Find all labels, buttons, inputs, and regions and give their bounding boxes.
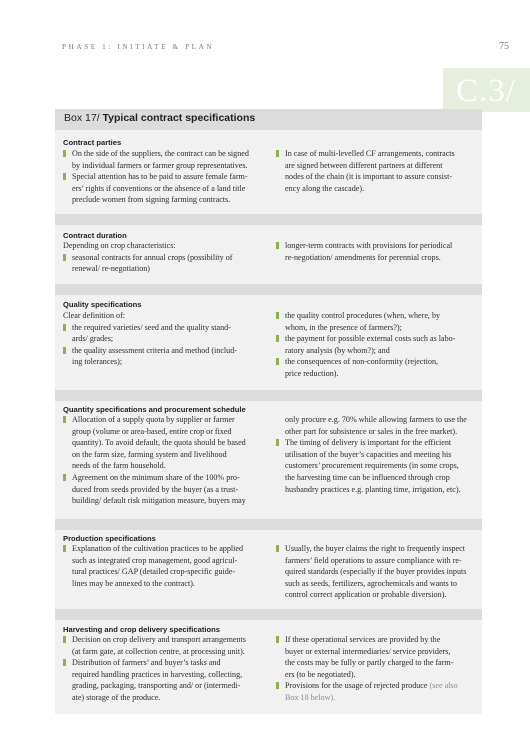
list-item: Allocation of a supply quota by supplier or farmer group (volume or area-based, entire crop or fixed quantity). To avoid default, the quota should be based on the farm size, farming system and livelihood needs of the farm household. <box>63 414 259 472</box>
list-item: the payment for possible external costs such as labo- ratory analysis (by whom?); and <box>276 333 474 356</box>
section-separator <box>55 519 482 530</box>
list-item: Distribution of farmers’ and buyer’s tasks and required handling practices in harvesting, collecting, grading, packaging, transporting and/ or (intermedi- ate) storage of the produce. <box>63 657 259 703</box>
list-item: the consequences of non-conformity (rejection, price reduction). <box>276 356 474 379</box>
harvesting-right <box>276 634 474 704</box>
section-title-production-specifications: Production specifications <box>63 534 156 543</box>
quality-left <box>63 310 259 368</box>
list-item: In case of multi-levelled CF arrangements, contracts are signed between different partners at different nodes of the chain (it is important to assure consist- ency along the cascade). <box>276 148 474 194</box>
list-item: seasonal contracts for annual crops (possibility of renewal/ re-negotiation) <box>63 252 259 275</box>
quantity-left <box>63 414 259 507</box>
production-right <box>276 543 474 601</box>
section-title-contract-duration: Contract duration <box>63 231 127 240</box>
list-item: the quality control procedures (when, where, by whom, in the presence of farmers?); <box>276 310 474 333</box>
list-item: If these operational services are provided by the buyer or external intermediaries/ service providers, the costs may be fully or partly charged to the farm- ers (to be negotiated). <box>276 634 474 680</box>
chapter-tab-label: C.3/ <box>456 73 516 109</box>
box-number: Box 17/ <box>64 112 100 124</box>
quality-intro: Clear definition of: <box>63 311 126 320</box>
running-head: PHASE 1: INITIATE & PLAN <box>62 43 215 51</box>
quality-right <box>276 310 474 380</box>
duration-intro: Depending on crop characteristics: <box>63 241 176 250</box>
contract-duration-right <box>276 240 474 263</box>
rejected-produce-text: Provisions for the usage of rejected produce <box>285 681 428 691</box>
section-separator <box>55 609 482 620</box>
section-separator <box>55 214 482 225</box>
quantity-right <box>276 414 474 495</box>
list-item: Agreement on the minimum share of the 100% pro- duced from seeds provided by the buyer (as a trust- building/ default risk mitigation measure, buyers may <box>63 472 259 507</box>
list-item: Decision on crop delivery and transport arrangements (at farm gate, at collection centre, at processing unit). <box>63 634 259 657</box>
section-title-harvesting-specifications: Harvesting and crop delivery specifications <box>63 625 220 634</box>
box-18-reference: (see also <box>429 681 458 691</box>
section-separator <box>55 284 482 295</box>
contract-duration-left <box>63 240 259 275</box>
list-item: The timing of delivery is important for the efficient utilisation of the buyer’s capacities and meeting his customers’ procurement requirements (in some crops, the harvesting time can be influenced through crop husbandry practices e.g. planting time, irrigation, etc). <box>276 437 474 495</box>
page-number: 75 <box>499 41 509 52</box>
list-item: the required varieties/ seed and the quality stand- ards/ grades; <box>63 322 259 345</box>
contract-parties-right <box>276 148 474 194</box>
section-title-quality-specifications: Quality specifications <box>63 300 142 309</box>
list-item: On the side of the suppliers, the contract can be signed by individual farmers or farmer group representatives. <box>63 148 259 171</box>
box-title-text: Typical contract specifications <box>102 112 256 124</box>
box-title <box>64 112 255 124</box>
contract-parties-left <box>63 148 259 206</box>
section-title-contract-parties: Contract parties <box>63 138 122 147</box>
section-separator <box>55 390 482 401</box>
section-title-quantity-specifications: Quantity specifications and procurement schedule <box>63 405 246 414</box>
list-item: the quality assessment criteria and method (includ- ing tolerances); <box>63 345 259 368</box>
list-item: Special attention has to be paid to assure female farm- ers’ rights if conventions or the absence of a land title preclude women from signing farming contracts. <box>63 171 259 206</box>
box-18-reference: Box 18 below). <box>285 692 336 702</box>
production-left <box>63 543 259 589</box>
harvesting-left <box>63 634 259 704</box>
list-item-continuation: only procure e.g. 70% while allowing farmers to use the other part for subsistence or sales in the free market). <box>285 415 467 436</box>
list-item: Usually, the buyer claims the right to frequently inspect farmers’ field operations to assure compliance with re- quired standards (especially if the buyer provides inputs such as seeds, fertilizers, agrochemicals and wants to control correct application or probable diversion). <box>276 543 474 601</box>
list-item: longer-term contracts with provisions for periodical re-negotiation/ amendments for perennial crops. <box>276 240 474 263</box>
list-item: Explanation of the cultivation practices to be applied such as integrated crop management, good agricul- tural practices/ GAP (detailed crop-specific guide- lines may be annexed to the contract). <box>63 543 259 589</box>
list-item <box>276 680 474 703</box>
